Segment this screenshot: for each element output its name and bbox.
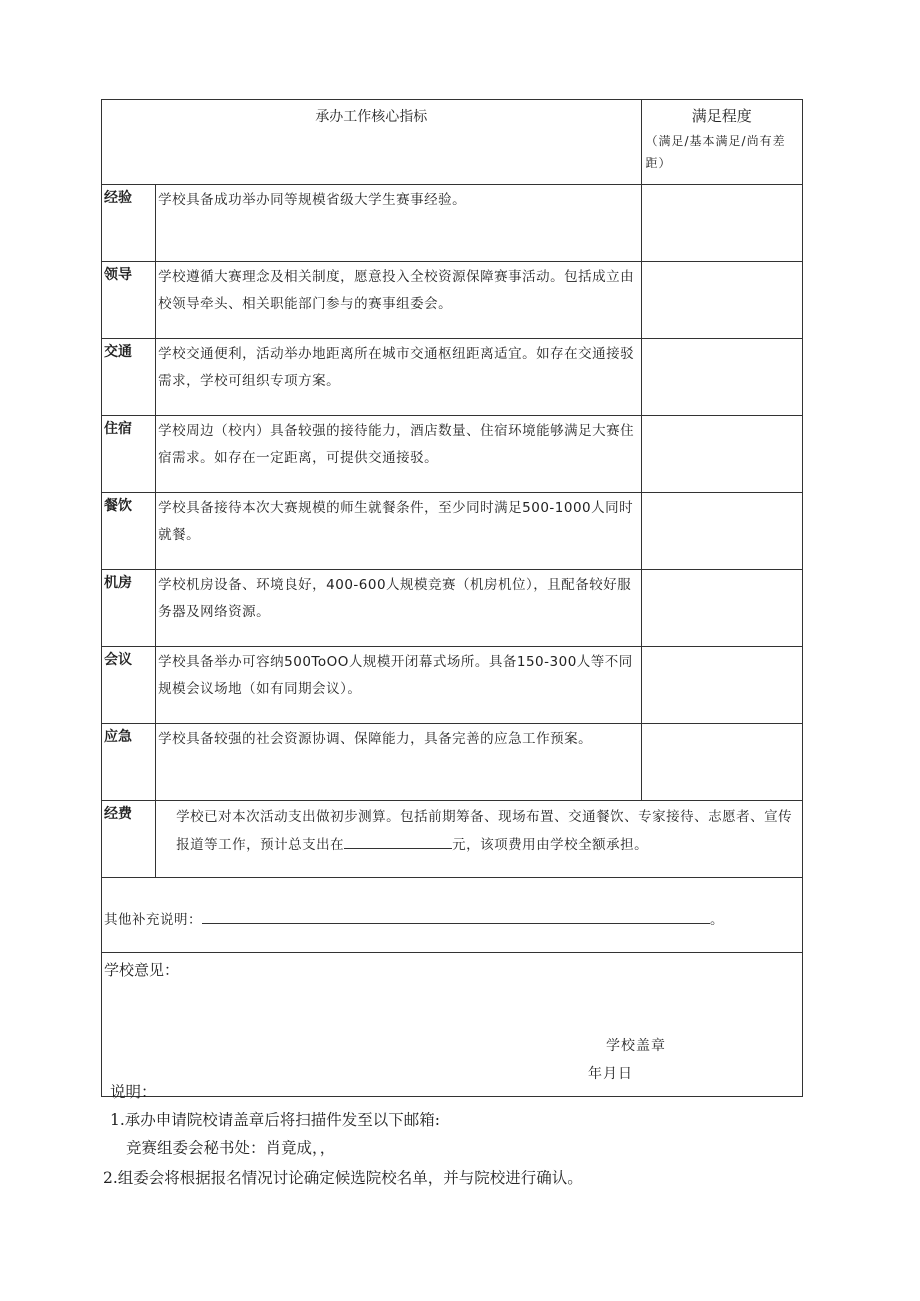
row-label: 住宿 (102, 416, 156, 493)
fee-text-after: 元，该项费用由学校全额承担。 (452, 837, 649, 853)
row-text: 学校遵循大赛理念及相关制度，愿意投入全校资源保障赛事活动。包括成立由校领导牵头、相关职能部门参与的赛事组委会。 (156, 262, 641, 339)
row-text: 学校具备成功举办同等规模省级大学生赛事经验。 (156, 185, 641, 262)
other-row (102, 878, 803, 953)
row-label: 机房 (102, 570, 156, 647)
date-label: 年月日 (588, 1066, 633, 1082)
stamp-label: 学校盖章 (606, 1038, 666, 1054)
row-text: 学校交通便利，活动举办地距离所在城市交通枢纽距离适宜。如存在交通接驳需求，学校可组织专项方案。 (156, 339, 641, 416)
score-options: （满足/基本满足/尚有差距） (645, 134, 786, 170)
table-row (102, 493, 803, 570)
other-cell (102, 878, 803, 953)
table-row (102, 185, 803, 262)
score-input-cell[interactable] (641, 724, 802, 801)
table-row (102, 570, 803, 647)
score-title: 满足程度 (691, 107, 752, 125)
fee-text (156, 801, 803, 878)
opinion-title: 学校意见： (104, 961, 180, 979)
row-label: 应急 (102, 724, 156, 801)
fee-amount-blank[interactable] (344, 834, 452, 849)
row-text: 学校周边（校内）具备较强的接待能力，酒店数量、住宿环境能够满足大赛住宿需求。如存在一定距离，可提供交通接驳。 (156, 416, 641, 493)
other-label: 其他补充说明： (104, 912, 202, 928)
score-input-cell[interactable] (641, 262, 802, 339)
table-row (102, 724, 803, 801)
notes-heading: 说明： (110, 1083, 157, 1101)
header-title: 承办工作核心指标 (102, 100, 642, 185)
indicator-table (101, 99, 803, 1097)
note-item-1: 1.承办申请院校请盖章后将扫描件发至以下邮箱: (110, 1111, 441, 1129)
note-item-1-sub: 竞赛组委会秘书处：肖竟成，， (126, 1139, 336, 1157)
fee-row (102, 801, 803, 878)
score-input-cell[interactable] (641, 570, 802, 647)
table-row (102, 416, 803, 493)
table-header-row (102, 100, 803, 185)
table-row (102, 647, 803, 724)
score-input-cell[interactable] (641, 493, 802, 570)
score-input-cell[interactable] (641, 416, 802, 493)
opinion-row (102, 953, 803, 1097)
row-label: 领导 (102, 262, 156, 339)
row-label: 会议 (102, 647, 156, 724)
row-text: 学校机房设备、环境良好，400-600人规模竞赛（机房机位），且配备较好服务器及网络资源。 (156, 570, 641, 647)
fee-label: 经费 (102, 801, 156, 878)
table-row (102, 262, 803, 339)
row-label: 经验 (102, 185, 156, 262)
score-input-cell[interactable] (641, 339, 802, 416)
note-item-2: 2.组委会将根据报名情况讨论确定候选院校名单，并与院校进行确认。 (103, 1169, 583, 1187)
header-score-cell (641, 100, 802, 185)
row-text: 学校具备举办可容纳500ToOO人规模开闭幕式场所。具备150-300人等不同规模会议场地（如有同期会议）。 (156, 647, 641, 724)
row-text: 学校具备较强的社会资源协调、保障能力，具备完善的应急工作预案。 (156, 724, 641, 801)
row-text: 学校具备接待本次大赛规模的师生就餐条件，至少同时满足500-1000人同时就餐。 (156, 493, 641, 570)
table-row (102, 339, 803, 416)
other-blank[interactable] (202, 910, 710, 924)
row-label: 交通 (102, 339, 156, 416)
application-form (101, 99, 803, 1097)
fee-text-before: 学校已对本次活动支出做初步测算。包括前期筹备、现场布置、交通餐饮、专家接待、志愿者、宣传报道等工作，预计总支出在 (176, 809, 793, 853)
score-input-cell[interactable] (641, 185, 802, 262)
other-end: 。 (710, 912, 724, 928)
opinion-cell[interactable] (102, 953, 803, 1097)
score-input-cell[interactable] (641, 647, 802, 724)
row-label: 餐饮 (102, 493, 156, 570)
